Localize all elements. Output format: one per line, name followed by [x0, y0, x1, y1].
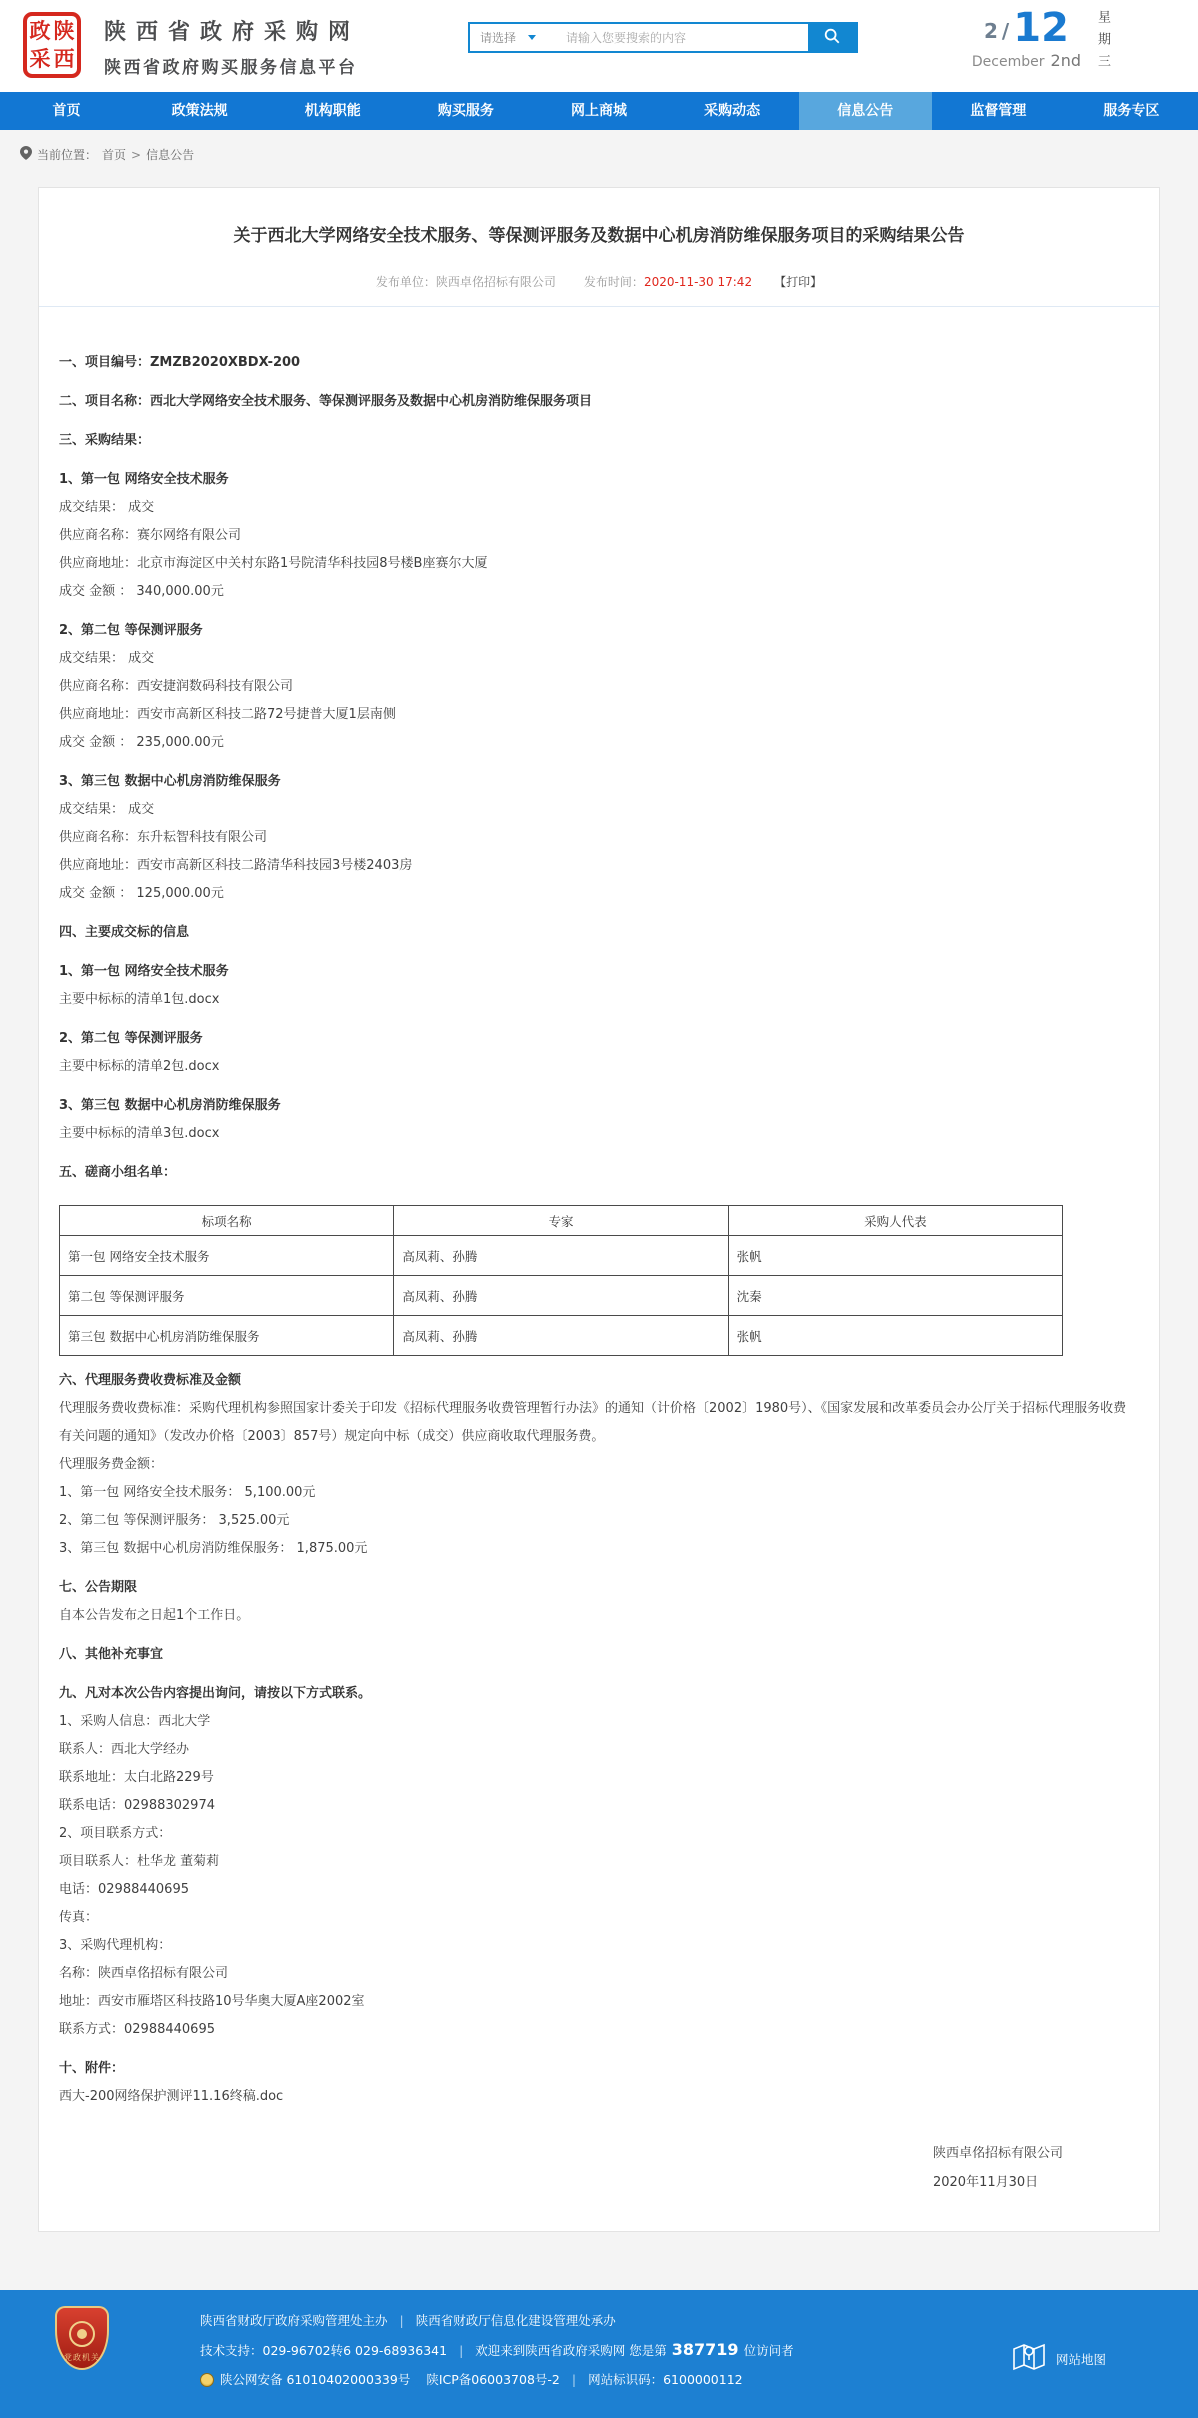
breadcrumb-separator: > — [131, 147, 142, 162]
article-paragraph: 1、采购人信息：西北大学 — [59, 1714, 211, 1729]
date-ordinal: 2nd — [1050, 51, 1081, 70]
breadcrumb-current: 信息公告 — [146, 148, 195, 162]
article-paragraph: 供应商名称：西安捷润数码科技有限公司 — [59, 679, 294, 694]
table-cell: 第三包 数据中心机房消防维保服务 — [60, 1316, 394, 1356]
publish-time-label: 发布时间： — [583, 275, 644, 289]
table-cell: 沈秦 — [728, 1276, 1062, 1316]
site-logo — [23, 12, 81, 78]
article-heading: 八、其他补充事宜 — [59, 1647, 164, 1662]
table-cell: 张帆 — [728, 1316, 1062, 1356]
site-subtitle: 陕西省政府购买服务信息平台 — [104, 58, 358, 78]
date-weekday: 星期三 — [1095, 10, 1110, 76]
publish-time: 2020-11-30 17:42 — [643, 275, 753, 289]
nav-item-home[interactable]: 首页 — [52, 103, 81, 119]
table-row — [60, 1276, 1063, 1316]
breadcrumb-home-link[interactable]: 首页 — [102, 148, 127, 162]
attachment-link[interactable]: 主要中标标的清单2包.docx — [59, 1059, 220, 1074]
date-slash: / — [1001, 19, 1010, 43]
article-heading: 3、第三包 数据中心机房消防维保服务 — [59, 774, 281, 789]
search-select-label: 请选择 — [480, 31, 517, 45]
publisher-name: 陕西卓佲招标有限公司 — [435, 275, 556, 289]
attachment-link[interactable]: 主要中标标的清单3包.docx — [59, 1126, 220, 1141]
sitemap-label: 网站地图 — [1055, 2351, 1106, 2367]
attachment-link[interactable]: 西大-200网络保护测评11.16终稿.doc — [59, 2089, 284, 2104]
article-paragraph: 电话：02988440695 — [59, 1882, 189, 1897]
breadcrumb-prefix: 当前位置： — [37, 148, 98, 162]
nav-item-supervision[interactable]: 监督管理 — [970, 103, 1027, 119]
page-title: 关于西北大学网络安全技术服务、等保测评服务及数据中心机房消防维保服务项目的采购结果公告 — [233, 226, 965, 246]
footer-welcome-suffix: 位访问者 — [743, 2343, 794, 2358]
article-paragraph: 供应商地址：北京市海淀区中关村东路1号院清华科技园8号楼B座赛尔大厦 — [59, 556, 488, 571]
article-heading: 二、项目名称：西北大学网络安全技术服务、等保测评服务及数据中心机房消防维保服务项目 — [59, 394, 593, 409]
footer-separator: | — [399, 2313, 404, 2328]
article-meta — [39, 273, 1159, 307]
date-widget — [972, 6, 1150, 76]
logo-char: 政 — [29, 18, 51, 43]
article-paragraph: 成交结果： 成交 — [59, 651, 155, 666]
signature-org: 陕西卓佲招标有限公司 — [932, 2146, 1063, 2161]
committee-table — [59, 1205, 1063, 1356]
article-heading: 五、磋商小组名单： — [59, 1165, 177, 1180]
date-month-number: 12 — [1013, 5, 1069, 51]
nav-item-functions[interactable]: 机构职能 — [304, 103, 361, 119]
nav-item-policy[interactable]: 政策法规 — [171, 103, 228, 119]
date-main — [972, 6, 1081, 76]
publisher-label: 发布单位： — [375, 275, 436, 289]
footer-host-link[interactable]: 陕西省财政厅政府采购管理处主办 — [200, 2313, 388, 2328]
location-pin-icon — [20, 146, 32, 163]
article-heading: 1、第一包 网络安全技术服务 — [59, 964, 229, 979]
article-paragraph: 2、第二包 等保测评服务： 3,525.00元 — [59, 1513, 290, 1528]
nav-item-purchase-services[interactable]: 购买服务 — [437, 103, 494, 119]
table-cell: 张帆 — [728, 1236, 1062, 1276]
article-paragraph: 2、项目联系方式： — [59, 1826, 172, 1841]
article-paragraph: 供应商地址：西安市高新区科技二路72号捷普大厦1层南侧 — [59, 707, 396, 722]
table-row — [60, 1236, 1063, 1276]
article-paragraph: 1、第一包 网络安全技术服务： 5,100.00元 — [59, 1485, 316, 1500]
police-filing-link[interactable]: 陕公网安备 61010402000339号 — [220, 2372, 411, 2387]
search-button[interactable] — [808, 24, 856, 51]
article-paragraph: 3、采购代理机构： — [59, 1938, 172, 1953]
article-paragraph: 成交 金额 ： 125,000.00元 — [59, 886, 224, 901]
signature-date: 2020年11月30日 — [932, 2175, 1039, 2190]
site-footer — [0, 2290, 1198, 2418]
footer-separator: | — [571, 2372, 577, 2387]
article-paragraph: 联系地址：太白北路229号 — [59, 1770, 214, 1785]
nav-item-info-announcements[interactable]: 信息公告 — [799, 92, 932, 130]
article-heading: 九、凡对本次公告内容提出询问，请按以下方式联系。 — [59, 1686, 372, 1701]
article-paragraph: 代理服务费金额： — [59, 1457, 164, 1472]
sitemap-icon — [1013, 2342, 1047, 2375]
article-paragraph: 联系方式：02988440695 — [59, 2022, 215, 2037]
article-heading: 2、第二包 等保测评服务 — [59, 1031, 203, 1046]
date-month-name: December — [971, 54, 1045, 70]
article-paragraph: 名称：陕西卓佲招标有限公司 — [59, 1966, 229, 1981]
article-paragraph: 联系人：西北大学经办 — [59, 1742, 190, 1757]
article-paragraph: 项目联系人：杜华龙 董菊莉 — [59, 1854, 220, 1869]
search-input[interactable] — [560, 24, 808, 51]
attachment-link[interactable]: 主要中标标的清单1包.docx — [59, 992, 220, 1007]
icp-filing-link[interactable]: 陕ICP备06003708号-2 — [426, 2372, 560, 2387]
footer-undertake-link[interactable]: 陕西省财政厅信息化建设管理处承办 — [415, 2313, 616, 2328]
main-nav — [0, 92, 1198, 130]
article-heading: 四、主要成交标的信息 — [59, 925, 190, 940]
table-header-cell: 标项名称 — [60, 1206, 394, 1236]
article-paragraph: 供应商地址：西安市高新区科技二路清华科技园3号楼2403房 — [59, 858, 413, 873]
breadcrumb — [0, 130, 1198, 173]
site-header — [0, 0, 1198, 92]
article-heading: 十、附件： — [59, 2061, 125, 2076]
nav-item-service-zone[interactable]: 服务专区 — [1103, 103, 1160, 119]
article-paragraph: 成交结果： 成交 — [59, 500, 155, 515]
signature-block — [933, 2139, 1063, 2197]
article-heading: 一、项目编号：ZMZB2020XBDX-200 — [59, 355, 301, 370]
table-row — [60, 1316, 1063, 1356]
article-paragraph: 联系电话：02988302974 — [59, 1798, 215, 1813]
search-category-select[interactable] — [470, 24, 560, 51]
table-cell: 高凤莉、孙腾 — [394, 1316, 728, 1356]
article-heading: 1、第一包 网络安全技术服务 — [59, 472, 229, 487]
article-paragraph: 地址：西安市雁塔区科技路10号华奥大厦A座2002室 — [59, 1994, 365, 2009]
article-paragraph: 代理服务费收费标准：采购代理机构参照国家计委关于印发《招标代理服务收费管理暂行办法》的通知（计价格〔2002〕1980号）、《国家发展和改革委员会办公厅关于招标代理服务收费有关问题的通知》（发改办价格〔2003〕857号）规定向中标（成交）供应商收取代理服务费。 — [59, 1401, 1127, 1444]
brand-block — [104, 15, 360, 78]
logo-char: 采 — [29, 46, 51, 71]
article-card — [38, 187, 1160, 2232]
article-paragraph: 成交 金额 ： 235,000.00元 — [59, 735, 224, 750]
article-heading: 2、第二包 等保测评服务 — [59, 623, 203, 638]
logo-char: 西 — [53, 46, 75, 71]
nav-item-online-mall[interactable]: 网上商城 — [570, 103, 627, 119]
search-bar — [468, 22, 858, 53]
article-paragraph: 供应商名称：东升耘智科技有限公司 — [59, 830, 268, 845]
article-paragraph: 自本公告发布之日起1个工作日。 — [59, 1608, 250, 1623]
footer-tech-support: 技术支持：029-96702转6 029-68936341 — [200, 2343, 448, 2358]
gov-badge-emblem-icon — [69, 2321, 95, 2347]
sitemap-button[interactable] — [1013, 2342, 1106, 2375]
print-button[interactable]: 【打印】 — [774, 275, 823, 289]
logo-char: 陕 — [53, 18, 75, 43]
visitor-count: 387719 — [671, 2340, 739, 2359]
article-heading: 三、采购结果： — [59, 433, 151, 448]
table-cell: 第二包 等保测评服务 — [60, 1276, 394, 1316]
footer-line-1 — [200, 2306, 1198, 2335]
site-code: 网站标识码：6100000112 — [588, 2372, 743, 2387]
article-paragraph: 成交结果： 成交 — [59, 802, 155, 817]
table-cell: 第一包 网络安全技术服务 — [60, 1236, 394, 1276]
site-title: 陕西省政府采购网 — [104, 20, 361, 45]
police-badge-icon — [200, 2373, 214, 2387]
article-heading: 六、代理服务费收费标准及金额 — [59, 1373, 242, 1388]
article-heading: 3、第三包 数据中心机房消防维保服务 — [59, 1098, 281, 1113]
article-paragraph: 传真： — [59, 1910, 99, 1925]
article-body — [39, 322, 1159, 2111]
article-paragraph: 供应商名称：赛尔网络有限公司 — [59, 528, 242, 543]
search-icon — [823, 27, 841, 48]
article-paragraph: 3、第三包 数据中心机房消防维保服务： 1,875.00元 — [59, 1541, 368, 1556]
nav-item-procurement-news[interactable]: 采购动态 — [704, 103, 761, 119]
footer-welcome-prefix: 欢迎来到陕西省政府采购网 您是第 — [475, 2343, 667, 2358]
footer-separator: | — [459, 2343, 464, 2358]
table-header-cell: 专家 — [394, 1206, 728, 1236]
article-paragraph: 成交 金额 ： 340,000.00元 — [59, 584, 224, 599]
gov-site-badge — [55, 2306, 109, 2370]
table-header-cell: 采购人代表 — [728, 1206, 1062, 1236]
article-heading: 七、公告期限 — [59, 1580, 138, 1595]
gov-badge-label: 党政机关 — [64, 2353, 100, 2362]
date-day: 2 — [984, 19, 998, 43]
chevron-down-icon — [528, 35, 536, 40]
table-cell: 高凤莉、孙腾 — [394, 1276, 728, 1316]
table-cell: 高凤莉、孙腾 — [394, 1236, 728, 1276]
